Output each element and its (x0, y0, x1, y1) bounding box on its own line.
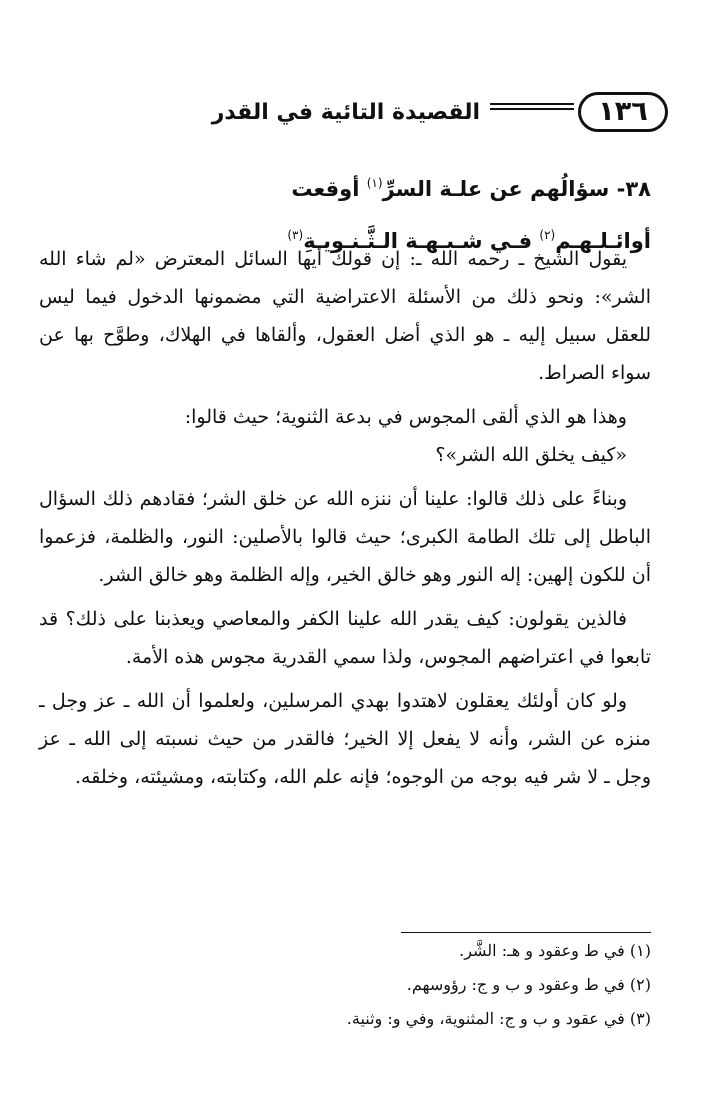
running-title: القصيدة التائية في القدر (211, 100, 480, 125)
footnote-ref: (١) (366, 176, 383, 190)
header-rule (490, 103, 574, 110)
paragraph: وهذا هو الذي ألقى المجوس في بدعة الثنوية؛ حيث قالوا: (184, 406, 627, 428)
verse-line-1 (91, 160, 651, 212)
footnote-divider (401, 932, 651, 933)
verse-text: أوائـلـهـم (555, 229, 651, 253)
verse-text: ٣٨- سؤالُهم عن علـة السرِّ (382, 177, 651, 201)
paragraph: وبناءً على ذلك قالوا: علينا أن ننزه الله عن خلق الشر؛ فقادهم ذلك السؤال الباطل إلى تلك الطامة الكبرى؛ حيث قالوا بالأصلين: النور، والظلمة، فزعموا أن للكون إلهين: إله النور وهو خالق الخير، وإله الظلمة وهو خالق الشر. (39, 488, 651, 586)
commentary (39, 240, 651, 802)
verse-text: فـي شـبـهـة الـثَّـنـويـةِ (303, 229, 540, 253)
footnote: (١) في ط وعقود و هـ: الشَّر. (459, 941, 651, 960)
paragraph: يقول الشيخ ـ رحمه الله ـ: إن قولك أيها السائل المعترض «لم شاء الله الشر»: ونحو ذلك من الأسئلة الاعتراضية التي مضمونها الدخول فيما ليس للعقل سبيل إليه ـ هو الذي أضل العقول، وألقاها في الهلاك، وطوَّح بها عن سواء الصراط. (39, 248, 651, 384)
footnote: (٢) في ط وعقود و ب و ج: رؤوسهم. (406, 975, 651, 994)
footnote-ref: (٣) (287, 228, 304, 242)
paragraph: فالذين يقولون: كيف يقدر الله علينا الكفر والمعاصي ويعذبنا على ذلك؟ قد تابعوا في اعتراضهم المجوس، ولذا سمي القدرية مجوس هذه الأمة. (39, 608, 651, 668)
footnote-ref: (٢) (539, 228, 556, 242)
footnotes (39, 934, 651, 1036)
verse-text: أوقعت (291, 177, 367, 201)
paragraph: ولو كان أولئك يعقلون لاهتدوا بهدي المرسلين، ولعلموا أن الله ـ عز وجل ـ منزه عن الشر، وأنه لا يفعل إلا الخير؛ فالقدر من حيث نسبته إلى الله ـ عز وجل ـ لا شر فيه بوجه من الوجوه؛ فإنه علم الله، وكتابته، ومشيئته، وخلقه. (39, 690, 651, 788)
footnote: (٣) في عقود و ب و ج: المثنوية، وفي و: وثنية. (346, 1009, 651, 1028)
page-number: ١٣٦ (578, 92, 668, 132)
quotation: «كيف يخلق الله الشر»؟ (435, 444, 627, 466)
running-header (28, 92, 668, 136)
